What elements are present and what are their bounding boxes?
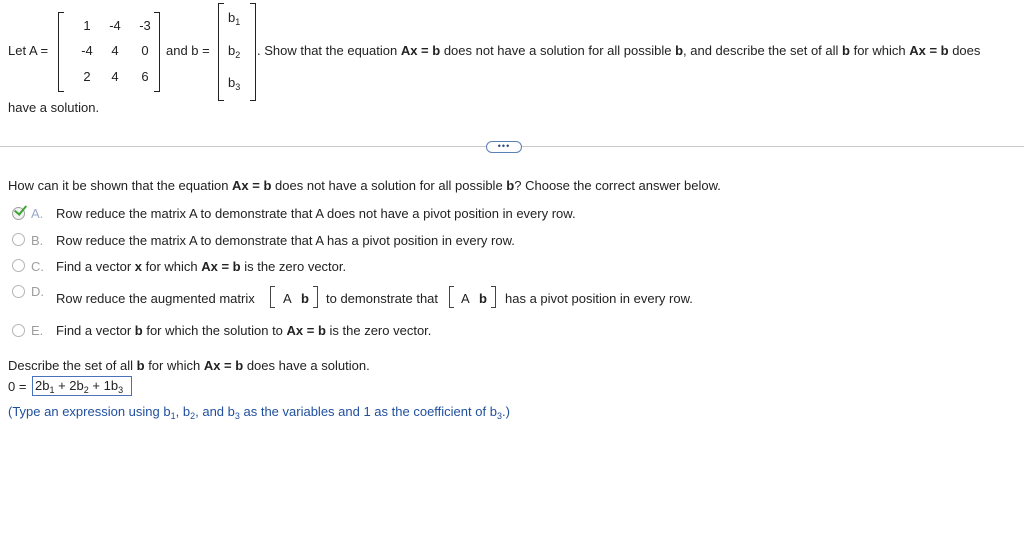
augmented-matrix-right-bracket [313,286,318,308]
option-a-radio[interactable] [12,207,25,220]
matrix-a-cell: 1 [83,18,91,33]
option-b-text: Row reduce the matrix A to demonstrate that A has a pivot position in every row. [56,233,515,248]
option-b-letter: B. [31,233,44,248]
matrix-a-cell: 0 [141,43,149,58]
problem-statement-line2: have a solution. [8,100,100,115]
more-options-button[interactable]: ••• [486,141,522,153]
option-d-letter: D. [31,284,44,299]
augmented-matrix-right-bracket [491,286,496,308]
answer-input[interactable] [32,376,132,396]
matrix-a-cell: -4 [81,43,93,58]
option-d-text-pre: Row reduce the augmented matrix [56,291,255,306]
answer-hint: (Type an expression using $b_1$, $b_2$, and $b_3$ as the variables and 1 as the coefficient of $b_3$.) [8,404,510,421]
problem-statement: . Show that the equation Ax = b does not have a solution for all possible b, and describe the set of all b for which Ax = b does [257,43,981,58]
question-text: How can it be shown that the equation Ax = b does not have a solution for all possible b? Choose the correct answer below. [8,178,721,193]
matrix-a-cell: 6 [141,69,149,84]
option-d-radio[interactable] [12,285,25,298]
augmented-matrix-left-bracket [449,286,454,308]
checkmark-icon [14,202,27,216]
augmented-matrix-b: b [301,291,309,306]
vector-b-left-bracket [218,3,224,101]
augmented-matrix-a: A [461,291,470,306]
option-c-letter: C. [31,259,44,274]
vector-b-right-bracket [250,3,256,101]
matrix-a-left-bracket [58,12,64,92]
matrix-a-cell: -3 [139,18,151,33]
option-d-text-mid: to demonstrate that [326,291,439,306]
matrix-a-cell: 2 [83,69,91,84]
let-a-label: Let A = [8,43,49,58]
describe-prompt: Describe the set of all b for which Ax = b does have a solution. [8,358,370,373]
option-e-text: Find a vector b for which the solution to Ax = b is the zero vector. [56,323,432,338]
option-a-text: Row reduce the matrix A to demonstrate that A does not have a pivot position in every row. [56,206,576,221]
matrix-a-cell: -4 [109,18,121,33]
option-c-radio[interactable] [12,259,25,272]
matrix-a-cell: 4 [111,43,119,58]
vector-b-entry: $b_2$ [228,43,241,60]
zero-equals-label: 0 = [8,379,27,394]
option-a-letter: A. [31,206,44,221]
augmented-matrix-b: b [479,291,487,306]
vector-b-entry: $b_1$ [228,10,241,27]
option-c-text: Find a vector x for which Ax = b is the zero vector. [56,259,347,274]
augmented-matrix-a: A [283,291,292,306]
option-b-radio[interactable] [12,233,25,246]
option-d-text-post: has a pivot position in every row. [505,291,693,306]
answer-value: $2b_1 + 2b_2 + 1b_3$ [35,378,124,395]
option-e-letter: E. [31,323,44,338]
augmented-matrix-left-bracket [270,286,275,308]
and-b-label: and b = [166,43,210,58]
matrix-a-cell: 4 [111,69,119,84]
option-e-radio[interactable] [12,324,25,337]
vector-b-entry: $b_3$ [228,75,241,92]
